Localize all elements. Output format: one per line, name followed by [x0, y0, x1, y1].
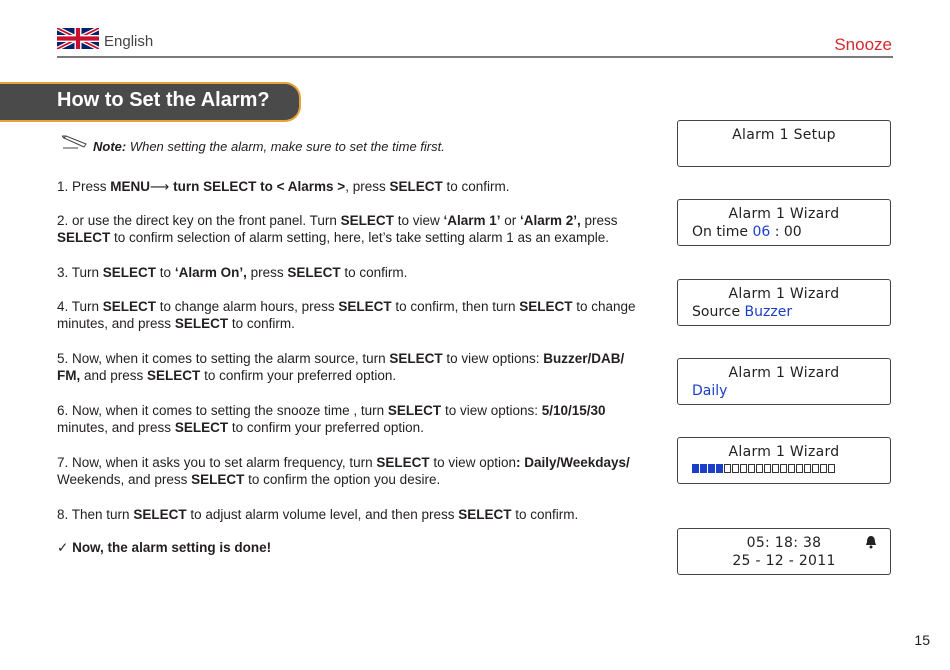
- volume-cell: [788, 464, 795, 473]
- step-2: [57, 212, 642, 246]
- note: [93, 139, 445, 154]
- lcd-line-1: Alarm 1 Wizard: [728, 444, 840, 460]
- lcd-line-2: [692, 304, 792, 320]
- step-7: [57, 454, 642, 488]
- step-key: MENU: [110, 179, 151, 194]
- lcd-frequency: [677, 358, 891, 405]
- volume-cell: [740, 464, 747, 473]
- lcd-line-1: Alarm 1 Wizard: [728, 206, 840, 222]
- lcd-date: 25 - 12 - 2011: [732, 553, 836, 569]
- pencil-note-icon: [62, 135, 88, 149]
- lcd-frequency-value: Daily: [692, 383, 728, 399]
- completion-text: Now, the alarm setting is done!: [68, 540, 272, 555]
- volume-cell: [820, 464, 827, 473]
- step-text: to confirm the option you desire.: [244, 472, 441, 487]
- volume-cell: [780, 464, 787, 473]
- step-key: SELECT: [133, 507, 187, 522]
- step-key: SELECT: [147, 368, 201, 383]
- volume-cell: [772, 464, 779, 473]
- volume-cell: [756, 464, 763, 473]
- step-key: SELECT: [376, 455, 430, 470]
- lcd-time: 05: 18: 38: [746, 535, 822, 551]
- step-key: SELECT: [102, 265, 157, 280]
- step-text: minutes, and press: [57, 420, 175, 435]
- step-key: SELECT: [174, 420, 229, 435]
- volume-cell: [692, 464, 699, 473]
- step-text: to confirm your preferred option.: [228, 420, 424, 435]
- step-text: to view option: [429, 455, 516, 470]
- step-text: 8. Then turn: [57, 507, 134, 522]
- step-text: to: [156, 265, 175, 280]
- step-key: SELECT: [57, 230, 111, 245]
- completion-message: [57, 540, 271, 556]
- bell-icon: [864, 535, 878, 549]
- step-4: [57, 298, 642, 332]
- step-key: SELECT: [389, 179, 443, 194]
- step-key: : Daily/Weekdays/: [515, 455, 630, 470]
- step-text: to change alarm hours, press: [156, 299, 339, 314]
- uk-flag-icon: [57, 28, 99, 49]
- step-key: SELECT: [519, 299, 573, 314]
- step-8: [57, 506, 642, 523]
- arrow-icon: ⟶: [150, 179, 170, 194]
- lcd-alarm-setup: [677, 120, 891, 167]
- language-label: English: [104, 33, 154, 50]
- step-key: SELECT: [102, 299, 157, 314]
- step-6: [57, 402, 642, 436]
- lcd-source: [677, 279, 891, 326]
- page-title: How to Set the Alarm?: [57, 89, 270, 111]
- step-1: [57, 178, 642, 195]
- check-icon: ✓: [57, 540, 69, 555]
- step-text: to confirm your preferred option.: [200, 368, 397, 383]
- lcd-line-1: Alarm 1 Wizard: [728, 365, 840, 381]
- step-text: to confirm.: [340, 265, 408, 280]
- volume-cell: [716, 464, 723, 473]
- step-key: SELECT: [287, 265, 341, 280]
- step-key: SELECT: [338, 299, 392, 314]
- step-text: 4. Turn: [57, 299, 103, 314]
- step-text: 2. or use the direct key on the front panel. Turn: [57, 213, 341, 228]
- volume-cell: [708, 464, 715, 473]
- step-key: ‘Alarm 1’: [443, 213, 501, 228]
- header-divider: [57, 56, 893, 58]
- step-text: press: [580, 213, 618, 228]
- lcd-on-time: [677, 199, 891, 246]
- step-text: , press: [345, 179, 390, 194]
- section-title: Snooze: [834, 35, 892, 54]
- lcd-line-1: Alarm 1 Wizard: [728, 286, 840, 302]
- step-text: to view: [393, 213, 444, 228]
- step-text: to confirm.: [228, 316, 295, 331]
- step-text: 6. Now, when it comes to setting the snooze time , turn: [57, 403, 388, 418]
- volume-cell: [724, 464, 731, 473]
- volume-cell: [804, 464, 811, 473]
- step-text: to confirm.: [511, 507, 579, 522]
- lcd-minute-value: : 00: [770, 224, 802, 240]
- step-text: 3. Turn: [57, 265, 103, 280]
- volume-bar: [692, 464, 835, 473]
- step-key: ‘Alarm 2’,: [520, 213, 581, 228]
- lcd-label: Source: [692, 304, 745, 320]
- step-text: Weekends, and press: [57, 472, 192, 487]
- step-text: to confirm.: [442, 179, 510, 194]
- step-text: to view options:: [441, 403, 542, 418]
- note-text: When setting the alarm, make sure to set the time first.: [126, 139, 445, 154]
- step-key: SELECT: [340, 213, 394, 228]
- lcd-label: On time: [692, 224, 753, 240]
- volume-cell: [700, 464, 707, 473]
- step-text: press: [246, 265, 288, 280]
- page-number: 15: [914, 632, 930, 648]
- note-label: Note:: [93, 139, 127, 154]
- volume-cell: [796, 464, 803, 473]
- step-key: SELECT: [458, 507, 512, 522]
- step-text: to change minutes, and press: [57, 299, 636, 331]
- volume-cell: [748, 464, 755, 473]
- lcd-hour-value: 06: [752, 224, 771, 240]
- step-key: SELECT: [191, 472, 245, 487]
- step-text: 7. Now, when it asks you to set alarm frequency, turn: [57, 455, 377, 470]
- step-key: SELECT: [387, 403, 442, 418]
- step-text: 1. Press: [57, 179, 111, 194]
- step-text: and press: [80, 368, 148, 383]
- lcd-source-value: Buzzer: [744, 304, 793, 320]
- lcd-line-2: [692, 224, 802, 240]
- step-key: SELECT: [174, 316, 229, 331]
- step-text: to view options:: [442, 351, 544, 366]
- step-key: turn SELECT to < Alarms >: [169, 179, 346, 194]
- lcd-volume: [677, 437, 891, 484]
- step-5: [57, 350, 642, 384]
- step-key: SELECT: [389, 351, 443, 366]
- volume-cell: [732, 464, 739, 473]
- step-key: 5/10/15/30: [541, 403, 606, 418]
- step-text: to confirm, then turn: [391, 299, 520, 314]
- step-key: ‘Alarm On’,: [174, 265, 247, 280]
- volume-cell: [812, 464, 819, 473]
- step-text: 5. Now, when it comes to setting the alarm source, turn: [57, 351, 390, 366]
- volume-cell: [828, 464, 835, 473]
- lcd-clock: [677, 528, 891, 575]
- step-3: [57, 264, 642, 281]
- step-key: Buzzer/DAB/ FM,: [57, 351, 625, 383]
- step-text: to adjust alarm volume level, and then press: [186, 507, 459, 522]
- volume-cell: [764, 464, 771, 473]
- step-text: to confirm selection of alarm setting, here, let’s take setting alarm 1 as an example.: [110, 230, 610, 245]
- lcd-line-1: Alarm 1 Setup: [732, 127, 836, 143]
- step-text: or: [500, 213, 521, 228]
